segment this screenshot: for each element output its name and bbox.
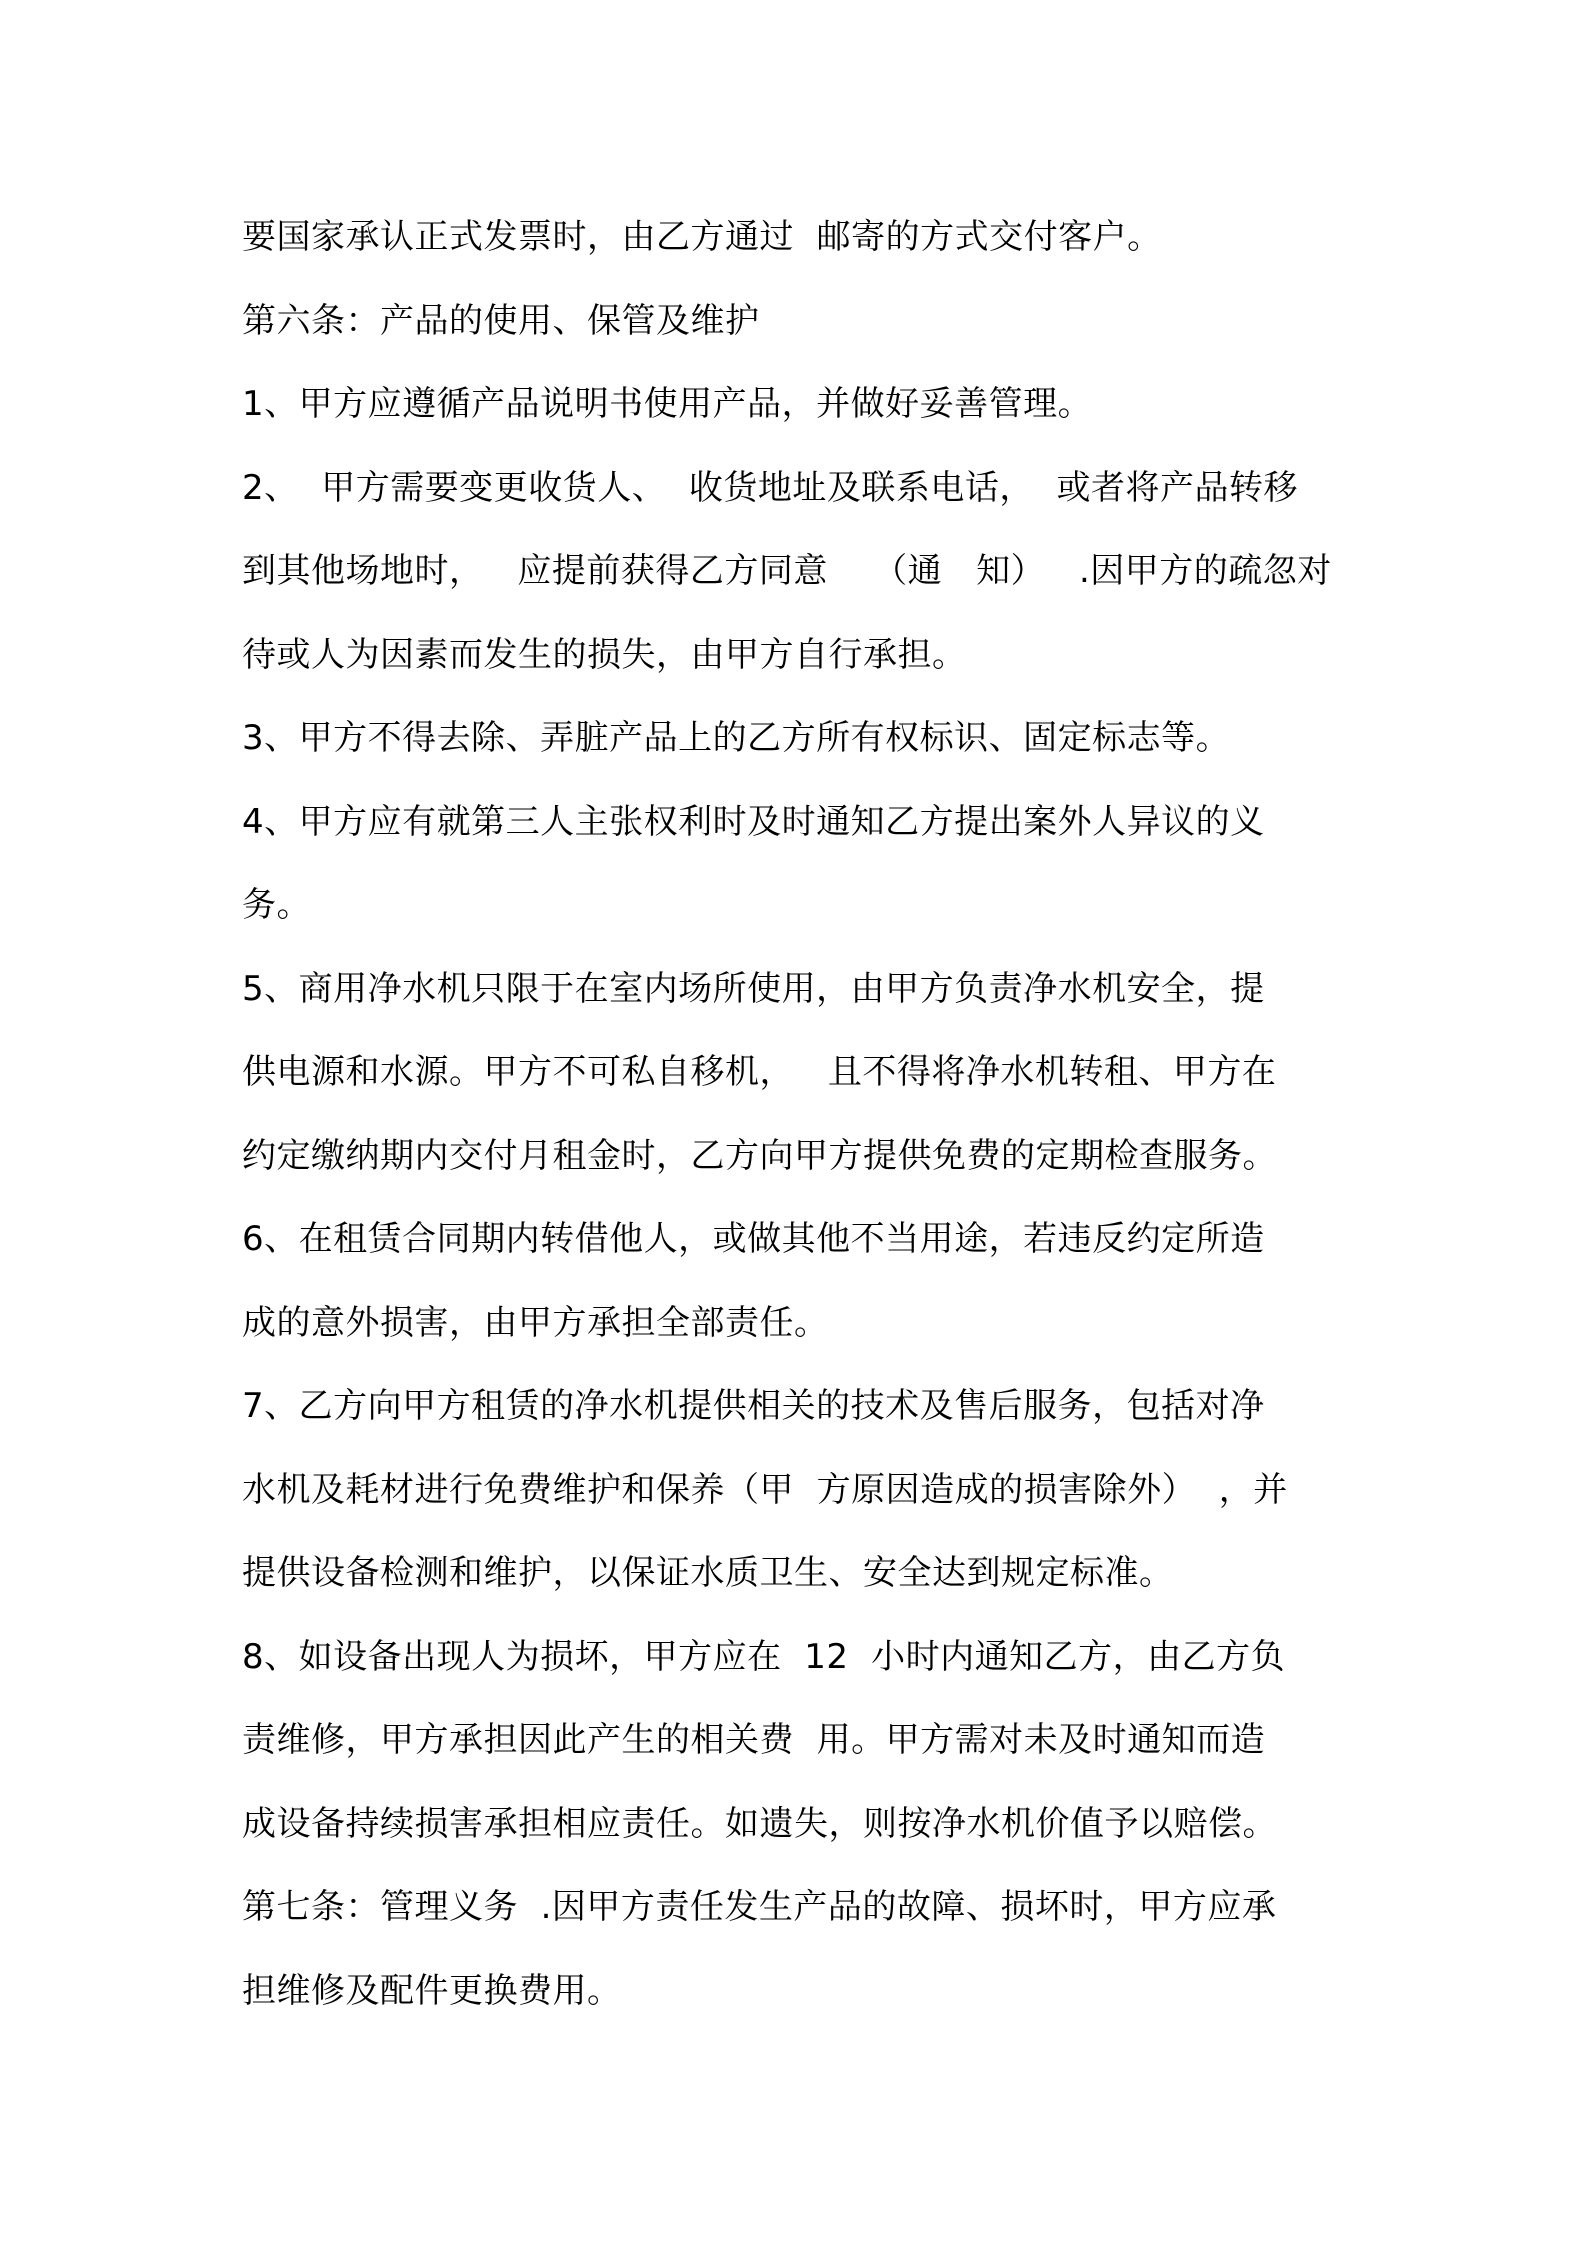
text-line-6: 待或人为因素而发生的损失，由甲方自行承担。 [242, 634, 967, 675]
text-line-4: 2、 甲方需要变更收货人、 收货地址及联系电话， 或者将产品转移 [242, 467, 1298, 508]
text-line-19: 责维修，甲方承担因此产生的相关费 用。甲方需对未及时通知而造 [242, 1720, 1266, 1760]
text-line-1: 要国家承认正式发票时，由乙方通过 邮寄的方式交付客户。 [242, 217, 1162, 257]
text-line-14: 成的意外损害，由甲方承担全部责任。 [242, 1302, 829, 1343]
text-line-3: 1、甲方应遵循产品说明书使用产品，并做好妥善管理。 [242, 384, 1093, 424]
text-line-8: 4、甲方应有就第三人主张权利时及时通知乙方提出案外人异议的义 [242, 801, 1265, 842]
text-line-16: 水机及耗材进行免费维护和保养（甲 方原因造成的损害除外） ，并 [242, 1469, 1288, 1510]
text-line-11: 供电源和水源。甲方不可私自移机， 且不得将净水机转租、甲方在 [242, 1052, 1277, 1092]
text-line-10: 5、商用净水机只限于在室内场所使用，由甲方负责净水机安全，提 [242, 968, 1265, 1009]
article-6-heading: 第六条：产品的使用、保管及维护 [242, 300, 760, 341]
contract-text [242, 196, 1362, 2033]
text-line-9: 务。 [242, 885, 311, 925]
text-line-12: 约定缴纳期内交付月租金时，乙方向甲方提供免费的定期检查服务。 [242, 1135, 1277, 1176]
text-line-7: 3、甲方不得去除、弄脏产品上的乙方所有权标识、固定标志等。 [242, 718, 1231, 758]
text-line-22: 担维修及配件更换费用。 [242, 1970, 622, 2011]
text-line-17: 提供设备检测和维护，以保证水质卫生、安全达到规定标准。 [242, 1553, 1174, 1593]
article-7-heading: 第七条：管理义务 .因甲方责任发生产品的故障、损坏时，甲方应承 [242, 1887, 1277, 1927]
text-line-20: 成设备持续损害承担相应责任。如遗失，则按净水机价值予以赔偿。 [242, 1803, 1277, 1844]
text-line-15: 7、乙方向甲方租赁的净水机提供相关的技术及售后服务，包括对净 [242, 1386, 1265, 1426]
text-line-5: 到其他场地时， 应提前获得乙方同意 （通 知） .因甲方的疏忽对 [242, 551, 1332, 591]
text-line-13: 6、在租赁合同期内转借他人，或做其他不当用途，若违反约定所造 [242, 1219, 1265, 1259]
text-line-18: 8、如设备出现人为损坏，甲方应在 12 小时内通知乙方，由乙方负 [242, 1636, 1286, 1677]
